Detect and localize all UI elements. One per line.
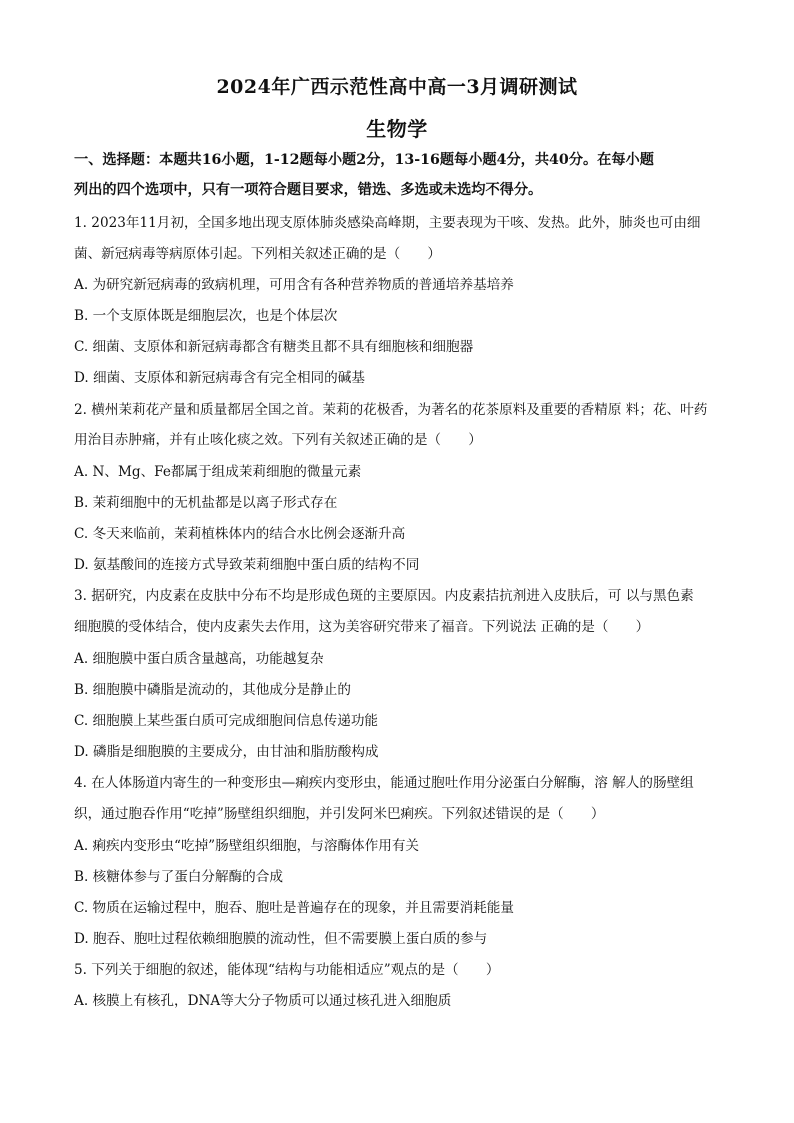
question-3-option-a: A. 细胞膜中蛋白质含量越高，功能越复杂 — [74, 651, 324, 667]
question-4-option-b: B. 核糖体参与了蛋白分解酶的合成 — [74, 869, 283, 885]
question-4-option-a: A. 痢疾内变形虫“吃掉”肠壁组织细胞，与溶酶体作用有关 — [74, 838, 420, 854]
section-heading — [74, 145, 734, 205]
question-4-stem: 织，通过胞吞作用“吃掉”肠壁组织细胞，并引发阿米巴痢疾。下列叙述错误的是（ ） — [74, 806, 605, 822]
question-4-stem: 4. 在人体肠道内寄生的一种变形虫—痢疾内变形虫，能通过胞吐作用分泌蛋白分解酶，溶 解人的肠壁组 — [74, 775, 694, 791]
question-1-stem: 菌、新冠病毒等病原体引起。下列相关叙述正确的是（ ） — [74, 246, 442, 262]
question-2-stem: 2. 横州茉莉花产量和质量都居全国之首。茉莉的花极香，为著名的花茶原料及重要的香精原 料；花、叶药 — [74, 402, 708, 418]
question-3-option-c: C. 细胞膜上某些蛋白质可完成细胞间信息传递功能 — [74, 713, 379, 729]
question-1-stem: 1. 2023年11月初，全国多地出现支原体肺炎感染高峰期，主要表现为干咳、发热。此外，肺炎也可由细 — [74, 215, 701, 231]
question-3-stem: 细胞膜的受体结合，使内皮素失去作用，这为美容研究带来了福音。下列说法 正确的是（ ） — [74, 619, 650, 635]
question-2-stem: 用治目赤肿痛，并有止咳化痰之效。下列有关叙述正确的是（ ） — [74, 432, 482, 448]
question-5-stem: 5. 下列关于细胞的叙述，能体现“结构与功能相适应”观点的是（ ） — [74, 962, 500, 978]
question-2-option-a: A. N、Mg、Fe都属于组成茉莉细胞的微量元素 — [74, 464, 362, 480]
question-3-option-b: B. 细胞膜中磷脂是流动的，其他成分是静止的 — [74, 682, 351, 698]
question-2-option-c: C. 冬天来临前，茉莉植株体内的结合水比例会逐渐升高 — [74, 526, 406, 542]
subject-title: 生物学 — [366, 117, 428, 141]
question-3-option-d: D. 磷脂是细胞膜的主要成分，由甘油和脂肪酸构成 — [74, 744, 379, 760]
section-heading-line: 列出的四个选项中，只有一项符合题目要求，错选、多选或未选均不得分。 — [74, 182, 543, 198]
question-3-stem: 3. 据研究，内皮素在皮肤中分布不均是形成色斑的主要原因。内皮素拮抗剂进入皮肤后，可 以与黑色素 — [74, 588, 694, 604]
question-1-option-d: D. 细菌、支原体和新冠病毒含有完全相同的碱基 — [74, 370, 365, 386]
page-title: 2024年广西示范性高中高一3月调研测试 — [216, 76, 578, 98]
section-heading-line: 一、选择题：本题共16小题，1-12题每小题2分，13-16题每小题4分，共40分。在每小题 — [74, 152, 654, 168]
question-1-option-c: C. 细菌、支原体和新冠病毒都含有糖类且都不具有细胞核和细胞器 — [74, 339, 474, 355]
question-2-option-d: D. 氨基酸间的连接方式导致茉莉细胞中蛋白质的结构不同 — [74, 557, 420, 573]
question-1-option-b: B. 一个支原体既是细胞层次，也是个体层次 — [74, 308, 338, 324]
question-4-option-d: D. 胞吞、胞吐过程依赖细胞膜的流动性，但不需要膜上蛋白质的参与 — [74, 931, 488, 947]
question-5-option-a: A. 核膜上有核孔，DNA等大分子物质可以通过核孔进入细胞质 — [74, 993, 452, 1009]
question-1-option-a: A. 为研究新冠病毒的致病机理，可用含有各种营养物质的普通培养基培养 — [74, 277, 514, 293]
question-2-option-b: B. 茉莉细胞中的无机盐都是以离子形式存在 — [74, 495, 338, 511]
question-4-option-c: C. 物质在运输过程中，胞吞、胞吐是普遍存在的现象，并且需要消耗能量 — [74, 900, 514, 916]
